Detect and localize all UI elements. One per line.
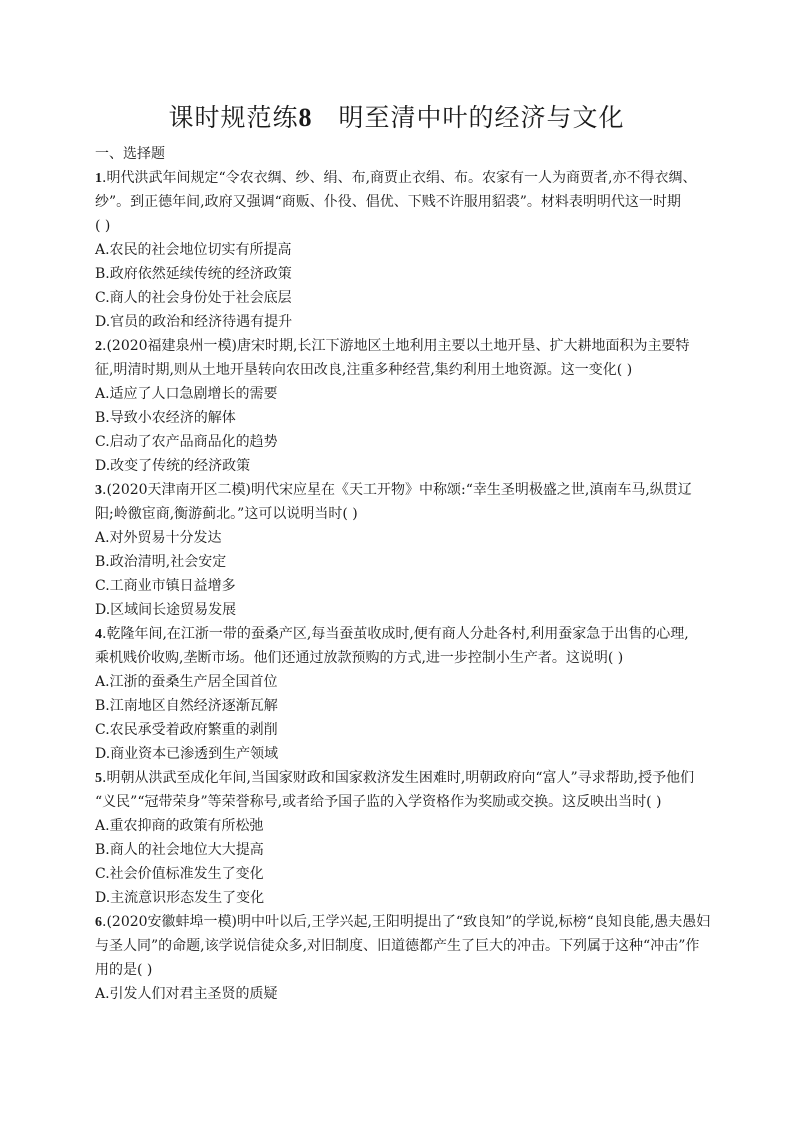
question-4	[95, 622, 705, 766]
question-stem-line: 与圣人同”的命题,该学说信徒众多,对旧制度、旧道德都产生了巨大的冲击。下列属于这种“冲击”作	[95, 938, 700, 954]
question-stem-line	[95, 334, 705, 358]
question-text: .乾隆年间,在江浙一带的蚕桑产区,每当蚕茧收成时,便有商人分赴各村,利用蚕家急于出售的心理,	[102, 626, 689, 642]
question-number: 2	[95, 339, 102, 354]
option-d: D.主流意识形态发生了变化	[95, 890, 265, 906]
option-c: C.社会价值标准发生了变化	[95, 866, 264, 882]
section-heading: 一、选择题	[95, 146, 165, 162]
option-a: A.农民的社会地位切实有所提高	[95, 242, 292, 258]
question-text: .(2020福建泉州一模)唐宋时期,长江下游地区土地利用主要以土地开垦、扩大耕地面积为主要特	[102, 338, 690, 354]
option-c: C.农民承受着政府繁重的剥削	[95, 722, 278, 738]
option-d: D.官员的政治和经济待遇有提升	[95, 314, 293, 330]
option-c: C.商人的社会身份处于社会底层	[95, 290, 292, 306]
question-stem-line: 纱”。到正德年间,政府又强调“商贩、仆役、倡优、下贱不许服用貂裘”。材料表明明代这一时期	[95, 194, 681, 210]
question-stem-line: 用的是( )	[95, 962, 153, 978]
question-stem-line	[95, 622, 705, 646]
option-a: A.江浙的蚕桑生产居全国首位	[95, 674, 278, 690]
option-b: B.政府依然延续传统的经济政策	[95, 266, 292, 282]
option-c: C.启动了农产品商品化的趋势	[95, 434, 278, 450]
question-text: .(2020天津南开区二模)明代宋应星在《天工开物》中称颂:“幸生圣明极盛之世,滇南车马,纵贯辽	[102, 482, 692, 498]
question-3	[95, 478, 705, 622]
question-stem-line: 乘机贱价收购,垄断市场。他们还通过放款预购的方式,进一步控制小生产者。这说明( )	[95, 650, 624, 666]
question-stem-line: “义民”“冠带荣身”等荣誉称号,或者给予国子监的入学资格作为奖励或交换。这反映出当时( )	[95, 794, 662, 810]
option-d: D.区域间长途贸易发展	[95, 602, 237, 618]
title-main: 课时规范练	[168, 103, 299, 132]
question-number: 3	[95, 483, 102, 498]
title-subtitle: 明至清中叶的经济与文化	[338, 103, 625, 132]
content-area	[95, 142, 711, 1006]
question-text: .明朝从洪武至成化年间,当国家财政和国家救济发生困难时,明朝政府向“富人”寻求帮助,授予他们	[102, 770, 695, 786]
question-number: 4	[95, 627, 102, 642]
option-a: A.引发人们对君主圣贤的质疑	[95, 986, 278, 1002]
option-d: D.改变了传统的经济政策	[95, 458, 251, 474]
question-1	[95, 166, 705, 334]
option-b: B.江南地区自然经济逐渐瓦解	[95, 698, 278, 714]
question-stem-line: 征,明清时期,则从土地开垦转向农田改良,注重多种经营,集约利用土地资源。这一变化( )	[95, 362, 633, 378]
question-stem-line	[95, 478, 705, 502]
question-5	[95, 766, 705, 910]
question-stem-line: ( )	[95, 218, 111, 234]
page-title	[0, 100, 793, 136]
question-6	[95, 910, 711, 1006]
option-c: C.工商业市镇日益增多	[95, 578, 236, 594]
option-d: D.商业资本已渗透到生产领域	[95, 746, 279, 762]
question-stem-line	[95, 910, 711, 934]
question-stem-line	[95, 766, 705, 790]
option-a: A.对外贸易十分发达	[95, 530, 222, 546]
question-text: .(2020安徽蚌埠一模)明中叶以后,王学兴起,王阳明提出了“致良知”的学说,标榜“良知良能,愚夫愚妇	[102, 914, 711, 930]
question-stem-line: 阳;岭徼宦商,衡游蓟北。”这可以说明当时( )	[95, 506, 358, 522]
question-text: .明代洪武年间规定“令农衣绸、纱、绢、布,商贾止衣绢、布。农家有一人为商贾者,亦不得衣绸、	[102, 170, 697, 186]
option-b: B.商人的社会地位大大提高	[95, 842, 264, 858]
question-stem-line	[95, 166, 705, 190]
option-b: B.政治清明,社会安定	[95, 554, 227, 570]
option-a: A.适应了人口急剧增长的需要	[95, 386, 278, 402]
option-a: A.重农抑商的政策有所松弛	[95, 818, 264, 834]
question-number: 6	[95, 915, 102, 930]
option-b: B.导致小农经济的解体	[95, 410, 236, 426]
title-number: 8	[298, 103, 313, 132]
question-number: 1	[95, 171, 102, 186]
question-number: 5	[95, 771, 102, 786]
question-2	[95, 334, 705, 478]
